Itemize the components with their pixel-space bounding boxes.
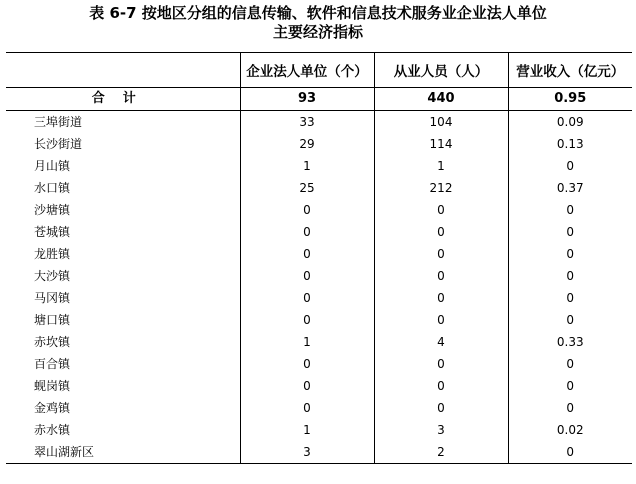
revenue-cell: 0.02 (508, 419, 632, 441)
table-row (6, 287, 632, 309)
revenue-cell: 0.33 (508, 331, 632, 353)
employees-cell: 2 (374, 441, 508, 464)
employees-cell: 0 (374, 243, 508, 265)
table-row (6, 111, 632, 134)
header-row (6, 53, 632, 88)
employees-cell: 0 (374, 221, 508, 243)
table-row (6, 243, 632, 265)
total-units: 93 (240, 88, 374, 111)
table-row (6, 375, 632, 397)
header-region (6, 53, 240, 88)
employees-cell: 104 (374, 111, 508, 134)
region-name: 马冈镇 (34, 291, 71, 305)
employees-cell: 212 (374, 177, 508, 199)
table-title (0, 0, 636, 46)
legal-units-cell: 0 (240, 221, 374, 243)
statistics-table (6, 52, 632, 464)
title-line-2: 主要经济指标 (272, 23, 363, 41)
legal-units-cell: 29 (240, 133, 374, 155)
header-employees: 从业人员（人） (374, 53, 508, 88)
region-name: 赤水镇 (34, 423, 71, 437)
total-row (6, 88, 632, 111)
header-legal-units: 企业法人单位（个） (240, 53, 374, 88)
table-row (6, 419, 632, 441)
table-row (6, 199, 632, 221)
employees-cell: 4 (374, 331, 508, 353)
revenue-cell: 0 (508, 441, 632, 464)
legal-units-cell: 0 (240, 265, 374, 287)
table-row (6, 221, 632, 243)
table-row (6, 353, 632, 375)
table-row (6, 397, 632, 419)
total-label: 合计 (6, 88, 240, 111)
revenue-cell: 0 (508, 353, 632, 375)
revenue-cell: 0 (508, 221, 632, 243)
region-name: 翠山湖新区 (6, 441, 240, 464)
table-row (6, 441, 632, 464)
revenue-cell: 0 (508, 375, 632, 397)
revenue-cell: 0 (508, 287, 632, 309)
region-name: 蚬岗镇 (34, 379, 71, 393)
region-name: 百合镇 (34, 357, 71, 371)
revenue-cell: 0 (508, 243, 632, 265)
legal-units-cell: 33 (240, 111, 374, 134)
revenue-cell: 0.37 (508, 177, 632, 199)
legal-units-cell: 0 (240, 397, 374, 419)
table-row (6, 265, 632, 287)
employees-cell: 0 (374, 199, 508, 221)
employees-cell: 1 (374, 155, 508, 177)
employees-cell: 0 (374, 397, 508, 419)
revenue-cell: 0.13 (508, 133, 632, 155)
header-revenue: 营业收入（亿元） (508, 53, 632, 88)
legal-units-cell: 1 (240, 419, 374, 441)
revenue-cell: 0 (508, 309, 632, 331)
table-row (6, 155, 632, 177)
legal-units-cell: 25 (240, 177, 374, 199)
region-name: 塘口镇 (34, 313, 71, 327)
legal-units-cell: 1 (240, 331, 374, 353)
employees-cell: 0 (374, 375, 508, 397)
revenue-cell: 0 (508, 199, 632, 221)
revenue-cell: 0 (508, 265, 632, 287)
total-revenue: 0.95 (508, 88, 632, 111)
legal-units-cell: 0 (240, 287, 374, 309)
employees-cell: 0 (374, 265, 508, 287)
region-name: 月山镇 (34, 159, 71, 173)
employees-cell: 0 (374, 287, 508, 309)
region-name: 龙胜镇 (34, 247, 71, 261)
region-name: 大沙镇 (34, 269, 71, 283)
region-name: 沙塘镇 (34, 203, 71, 217)
table-row (6, 331, 632, 353)
legal-units-cell: 0 (240, 375, 374, 397)
region-name: 水口镇 (34, 181, 71, 195)
region-name: 赤坎镇 (34, 335, 71, 349)
region-name: 长沙街道 (34, 137, 83, 151)
legal-units-cell: 1 (240, 155, 374, 177)
total-employees: 440 (374, 88, 508, 111)
revenue-cell: 0 (508, 397, 632, 419)
title-line-1: 表 6-7 按地区分组的信息传输、软件和信息技术服务业企业法人单位 (89, 4, 547, 22)
legal-units-cell: 0 (240, 309, 374, 331)
employees-cell: 0 (374, 309, 508, 331)
employees-cell: 114 (374, 133, 508, 155)
employees-cell: 3 (374, 419, 508, 441)
revenue-cell: 0 (508, 155, 632, 177)
table-row (6, 133, 632, 155)
region-name: 三埠街道 (34, 115, 83, 129)
legal-units-cell: 0 (240, 353, 374, 375)
employees-cell: 0 (374, 353, 508, 375)
region-name: 苍城镇 (34, 225, 71, 239)
table-row (6, 177, 632, 199)
legal-units-cell: 3 (240, 441, 374, 464)
legal-units-cell: 0 (240, 199, 374, 221)
revenue-cell: 0.09 (508, 111, 632, 134)
legal-units-cell: 0 (240, 243, 374, 265)
table-row (6, 309, 632, 331)
region-name: 金鸡镇 (34, 401, 71, 415)
